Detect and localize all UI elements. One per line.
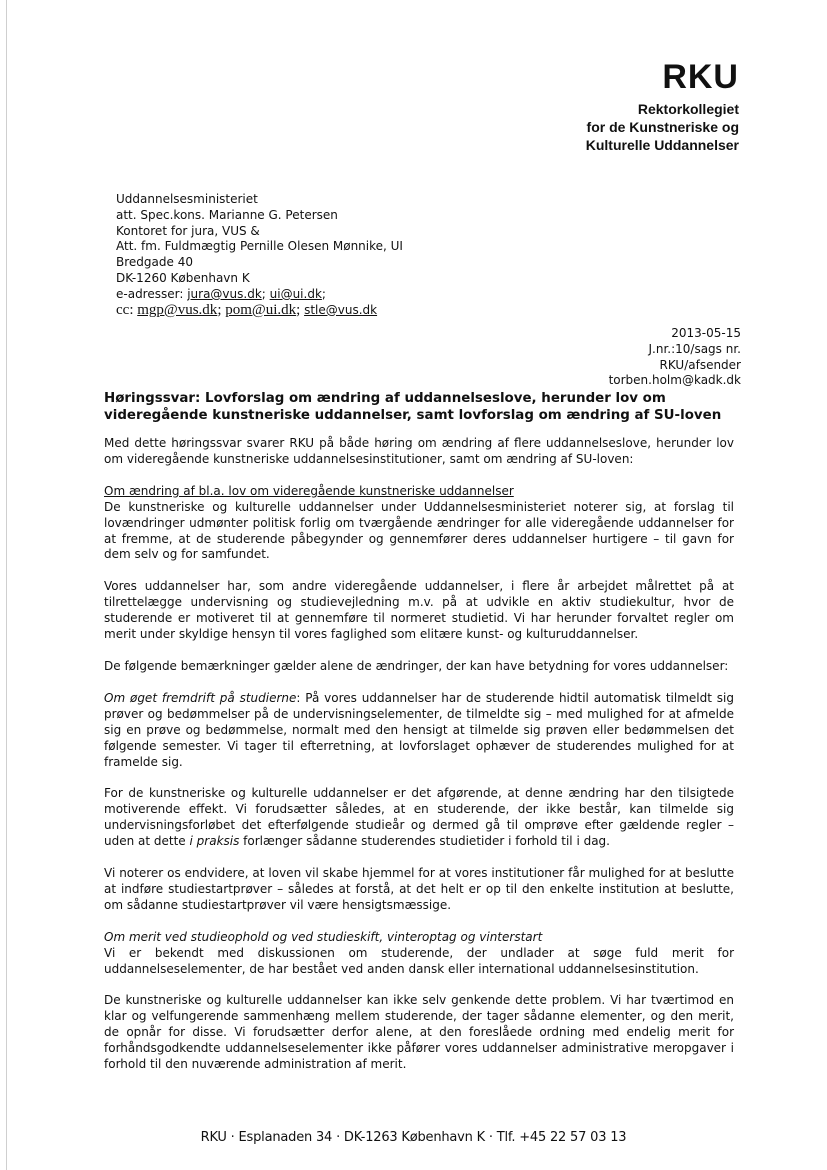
paragraph xyxy=(104,786,734,850)
address-line: DK-1260 København K xyxy=(116,270,250,285)
section-1 xyxy=(104,484,734,564)
org-name-line: Kulturelle Uddannelser xyxy=(585,137,739,153)
subject-heading: Høringssvar: Lovforslag om ændring af uddannelseslove, herunder lov om videregående kunstneriske uddannelser, samt lovforslag om ændring af SU-loven xyxy=(104,391,722,423)
rku-logo: RKU xyxy=(662,58,739,96)
address-line: Bredgade 40 xyxy=(116,255,193,270)
fremdrift-lead: Om øget fremdrift på studierne xyxy=(104,690,297,705)
separator: ; xyxy=(217,301,226,318)
cc-link-mgp[interactable]: mgp@vus.dk xyxy=(137,301,218,318)
emphasis: i praksis xyxy=(189,834,240,849)
sender-label: RKU/afsender xyxy=(659,357,741,372)
paragraph: De kunstneriske og kulturelle uddannelser kan ikke selv genkende dette problem. Vi har tværtimod en klar og velfungerende sammenhæng mellem studerende, der tager sådanne elementer, og den merit, de opnår for disse. Vi forudsætter derfor alene, at den foreslåede ordning med endelig merit for forhåndsgodkendte uddannelseselementer ikke påfører vores uddannelser administrative meropgaver i forhold til den nuværende administration af merit. xyxy=(104,993,734,1072)
address-line: Att. fm. Fuldmægtig Pernille Olesen Mønnike, UI xyxy=(116,239,403,254)
text-run: forlænger sådanne studerendes studietider i forhold til i dag. xyxy=(239,834,610,849)
cc-label: cc: xyxy=(116,301,138,318)
email-link-jura[interactable]: jura@vus.dk xyxy=(187,286,262,301)
section-2-heading: Om merit ved studieophold og ved studieskift, vinteroptag og vinterstart xyxy=(104,929,543,944)
section-1-heading: Om ændring af bl.a. lov om videregående kunstneriske uddannelser xyxy=(104,483,514,498)
address-line: att. Spec.kons. Marianne G. Petersen xyxy=(116,207,338,222)
org-name xyxy=(586,100,739,154)
paragraph-intro: Med dette høringssvar svarer RKU på både høring om ændring af flere uddannelseslove, herunder lov om videregående kunstneriske uddannelsesinstitutioner, samt om ændring af SU-loven: xyxy=(104,436,734,466)
scan-edge-line xyxy=(6,0,7,1170)
address-line: Kontoret for jura, VUS & xyxy=(116,223,260,238)
text-run: For de kunstneriske og kulturelle uddannelser er det afgørende, at denne ændring har den tilsigtede motiverende effekt. Vi forudsætter således, at en studerende, der ikke består, kan tilmelde sig undervisningsforløbet det efterfølgende studieår og dermed gå til omprøve efter gældende regler – uden at dette xyxy=(104,786,734,849)
letter-body xyxy=(104,390,734,1089)
separator: ; xyxy=(296,301,305,318)
cc-link-pom[interactable]: pom@ui.dk xyxy=(225,301,297,318)
sender-email: torben.holm@kadk.dk xyxy=(608,373,741,388)
email-link-ui[interactable]: ui@ui.dk xyxy=(269,286,322,301)
letter-date: 2013-05-15 xyxy=(671,326,741,340)
paragraph: Vi noterer os endvidere, at loven vil skabe hjemmel for at vores institutioner får mulighed for at beslutte at indføre studiestartprøver – således at forstå, at det helt er op til den enkelte institution at beslutte, om sådanne studiestartprøver vil være hensigtsmæssige. xyxy=(104,866,734,912)
footer-address: RKU · Esplanaden 34 · DK-1263 København K · Tlf. +45 22 57 03 13 xyxy=(200,1130,627,1145)
separator: ; xyxy=(321,286,326,301)
paragraph: De følgende bemærkninger gælder alene de ændringer, der kan have betydning for vores uddannelser: xyxy=(104,658,729,673)
separator: ; xyxy=(261,286,270,301)
journal-number: J.nr.:10/sags nr. xyxy=(648,341,741,356)
org-name-line: Rektorkollegiet xyxy=(637,101,739,117)
letterhead xyxy=(586,58,739,154)
section-2 xyxy=(104,930,734,978)
letter-meta xyxy=(609,326,741,389)
cc-line xyxy=(116,303,403,319)
section-1-text: De kunstneriske og kulturelle uddannelser under Uddannelsesministeriet noterer sig, at forslag til lovændringer udmønter politisk forlig om tværgående ændringer for alle videregående uddannelser for at fremme, at de studerende påbegynder og gennemfører deres uddannelser hurtigere – til gavn for dem selv og for samfundet. xyxy=(104,499,734,562)
email-line xyxy=(116,287,403,303)
paragraph-fremdrift xyxy=(104,691,734,771)
cc-link-stle[interactable]: stle@vus.dk xyxy=(304,302,378,317)
address-line: Uddannelsesministeriet xyxy=(116,192,258,206)
section-2-text: Vi er bekendt med diskussionen om studerende, der undlader at søge fuld merit for uddannelseselementer, de har bestået ved anden dansk eller international uddannelsesinstitution. xyxy=(104,945,734,976)
org-name-line: for de Kunstneriske og xyxy=(586,119,739,135)
fremdrift-text: : På vores uddannelser har de studerende hidtil automatisk tilmeldt sig prøver og bedømmelser på de undervisningselementer, de tilmeldte sig – med mulighed for at afmelde sig en prøve og bedømmelse, normalt med den hensigt at tilmelde sig prøven eller bedømmelsen det følgende semester. Vi tager til efterretning, at lovforslaget ophæver de studerendes mulighed for at framelde sig. xyxy=(104,690,734,769)
recipient-address xyxy=(116,192,403,318)
paragraph: Vores uddannelser har, som andre videregående uddannelser, i flere år arbejdet målrettet på at tilrettelægge undervisning og studievejledning m.v. på at udvikle en aktiv studiekultur, hvor de studerende er motiveret til at gennemføre til normeret studietid. Vi har herunder forvaltet regler om merit under skyldige hensyn til vores faglighed som elitære kunst- og kulturuddannelser. xyxy=(104,579,734,642)
email-label: e-adresser: xyxy=(116,286,188,301)
